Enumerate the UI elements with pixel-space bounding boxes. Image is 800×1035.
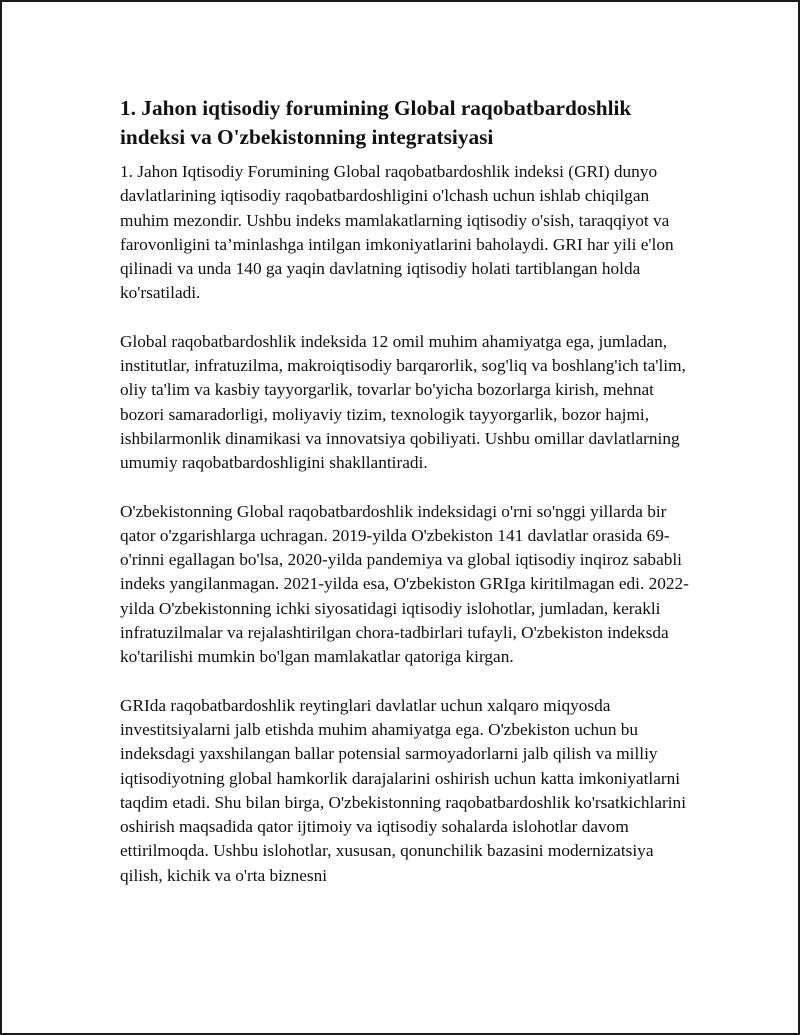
paragraph-uzbekistan-position: O'zbekistonning Global raqobatbardoshlik indeksidagi o'rni so'nggi yillarda bir qator o'zgarishlarga uchragan. 2019-yilda O'zbekiston 141 davlatlar orasida 69-o'rinni egallagan bo'lsa, 2020-yilda pandemiya va global iqtisodiy inqiroz sababli indeks yangilanmagan. 2021-yilda esa, O'zbekiston GRIga kiritilmagan edi. 2022-yilda O'zbekistonning ichki siyosatidagi iqtisodiy islohotlar, jumladan, kerakli infratuzilmalar va rejalashtirilgan chora-tadbirlari tufayli, O'zbekiston indeksda ko'tarilishi mumkin bo'lgan mamlakatlar qatoriga kirgan. [120,501,689,667]
document-body [120,94,690,912]
paragraph-list [120,160,690,888]
paragraph-factors: Global raqobatbardoshlik indeksida 12 omil muhim ahamiyatga ega, jumladan, institutlar, infratuzilma, makroiqtisodiy barqarorlik, sog'liq va boshlang'ich ta'lim, oliy ta'lim va kasbiy tayyorgarlik, tovarlar bo'yicha bozorlarga kirish, mehnat bozori samaradorligi, moliyaviy tizim, texnologik tayyorgarlik, bozor hajmi, ishbilarmonlik dinamikasi va innovatsiya qobiliyati. Ushbu omillar davlatlarning umumiy raqobatbardoshligini shakllantiradi. [120,331,686,473]
paragraph-intro: 1. Jahon Iqtisodiy Forumining Global raqobatbardoshlik indeksi (GRI) dunyo davlatlarining iqtisodiy raqobatbardoshligini o'lchash uchun ishlab chiqilgan muhim mezondir. Ushbu indeks mamlakatlarning iqtisodiy o'sish, taraqqiyot va farovonligini ta’minlashga intilgan imkoniyatlarini baholaydi. GRI har yili e'lon qilinadi va unda 140 ga yaqin davlatning iqtisodiy holati tartiblangan holda ko'rsatiladi. [120,162,674,303]
document-heading: 1. Jahon iqtisodiy forumining Global raqobatbardoshlik indeksi va O'zbekistonning integratsiyasi [120,96,632,149]
paragraph-investment: GRIda raqobatbardoshlik reytinglari davlatlar uchun xalqaro miqyosda investitsiyalarni jalb etishda muhim ahamiyatga ega. O'zbekiston uchun bu indeksdagi yaxshilangan ballar potensial sarmoyadorlarni jalb qilish va milliy iqtisodiyotning global hamkorlik darajalarini oshirish uchun katta imkoniyatlarni taqdim etadi. Shu bilan birga, O'zbekistonning raqobatbardoshlik ko'rsatkichlarini oshirish maqsadida qator ijtimoiy va iqtisodiy sohalarda islohotlar davom ettirilmoqda. Ushbu islohotlar, xususan, qonunchilik bazasini modernizatsiya qilish, kichik va o'rta biznesni [120,695,686,885]
